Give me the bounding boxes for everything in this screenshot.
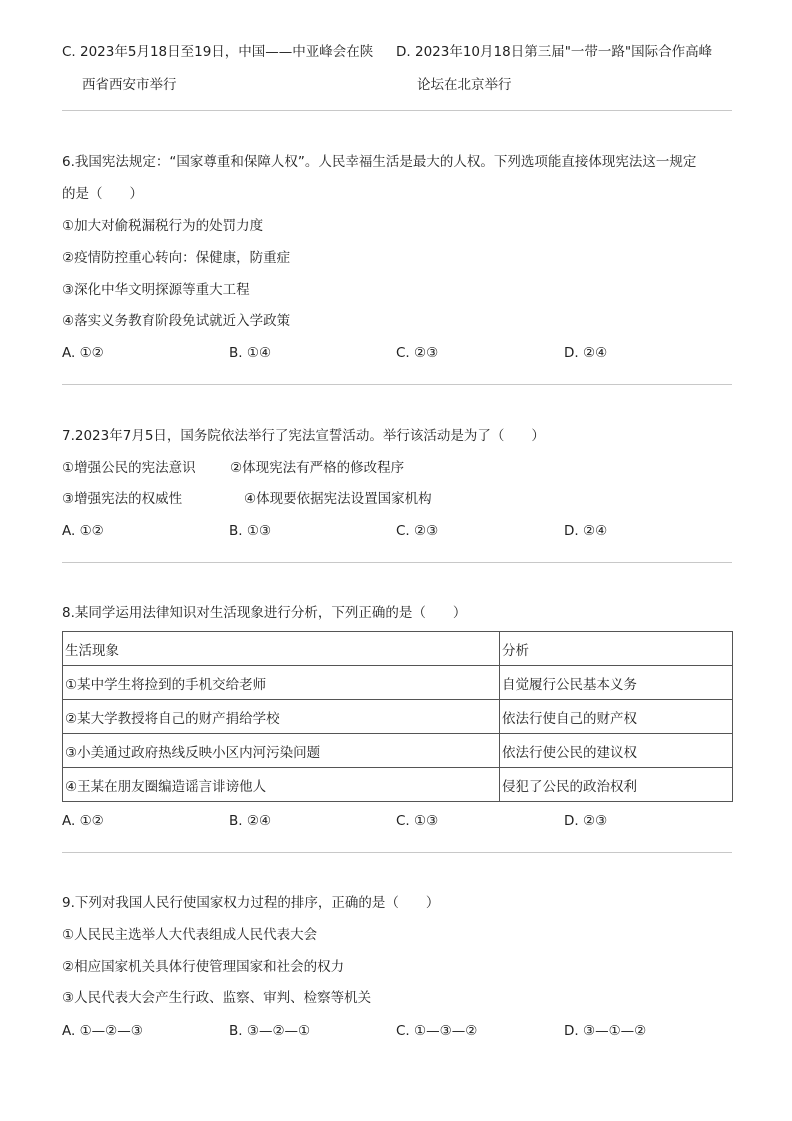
q5-option-d-line1: D. 2023年10月18日第三届"一带一路"国际合作高峰: [396, 44, 713, 60]
table-header-row: [63, 632, 733, 666]
q7-option-b[interactable]: B. ①③: [229, 523, 272, 539]
q5-option-c-line2: 西省西安市举行: [82, 77, 177, 93]
q6-option-b[interactable]: B. ①④: [229, 345, 272, 361]
q9-option-d[interactable]: D. ③—①—②: [564, 1023, 647, 1039]
q8-option-d[interactable]: D. ②③: [564, 813, 608, 829]
q6-stem-line1: 6.我国宪法规定：“国家尊重和保障人权”。人民幸福生活是最大的人权。下列选项能直接体现宪法这一规定: [62, 154, 697, 170]
table-cell: 自觉履行公民基本义务: [500, 666, 733, 700]
table-row: [63, 734, 733, 768]
q9-option-a[interactable]: A. ①—②—③: [62, 1023, 143, 1039]
q7-option-c[interactable]: C. ②③: [396, 523, 439, 539]
table-cell: ④王某在朋友圈编造谣言诽谤他人: [63, 768, 500, 802]
q9-stem: 9.下列对我国人民行使国家权力过程的排序，正确的是（ ）: [62, 895, 440, 911]
table-cell: ②某大学教授将自己的财产捐给学校: [63, 700, 500, 734]
q7-option-a[interactable]: A. ①②: [62, 523, 104, 539]
q6-item: ②疫情防控重心转向：保健康，防重症: [62, 250, 291, 266]
table-cell: 侵犯了公民的政治权利: [500, 768, 733, 802]
q7-item: ③增强宪法的权威性: [62, 491, 183, 507]
table-cell: 依法行使自己的财产权: [500, 700, 733, 734]
q7-stem: 7.2023年7月5日，国务院依法举行了宪法宣誓活动。举行该活动是为了（ ）: [62, 428, 545, 444]
table-cell: ①某中学生将捡到的手机交给老师: [63, 666, 500, 700]
q8-stem: 8.某同学运用法律知识对生活现象进行分析，下列正确的是（ ）: [62, 605, 467, 621]
q6-item: ③深化中华文明探源等重大工程: [62, 282, 250, 298]
q6-option-c[interactable]: C. ②③: [396, 345, 439, 361]
table-header-cell: 生活现象: [63, 632, 500, 666]
q9-option-c[interactable]: C. ①—③—②: [396, 1023, 478, 1039]
q9-item: ①人民民主选举人大代表组成人民代表大会: [62, 927, 318, 943]
q7-item: ②体现宪法有严格的修改程序: [230, 460, 405, 476]
divider: [62, 110, 732, 111]
q9-item: ②相应国家机关具体行使管理国家和社会的权力: [62, 959, 345, 975]
table-row: [63, 666, 733, 700]
table-row: [63, 700, 733, 734]
q6-option-a[interactable]: A. ①②: [62, 345, 104, 361]
q6-item: ①加大对偷税漏税行为的处罚力度: [62, 218, 264, 234]
q9-option-b[interactable]: B. ③—②—①: [229, 1023, 311, 1039]
q7-option-d[interactable]: D. ②④: [564, 523, 608, 539]
q8-option-a[interactable]: A. ①②: [62, 813, 104, 829]
table-header-cell: 分析: [500, 632, 733, 666]
q5-option-d-line2: 论坛在北京举行: [417, 77, 512, 93]
q5-option-c-line1: C. 2023年5月18日至19日，中国——中亚峰会在陕: [62, 44, 374, 60]
table-cell: 依法行使公民的建议权: [500, 734, 733, 768]
q7-item: ①增强公民的宪法意识: [62, 460, 196, 476]
divider: [62, 384, 732, 385]
q6-option-d[interactable]: D. ②④: [564, 345, 608, 361]
q7-item: ④体现要依据宪法设置国家机构: [244, 491, 432, 507]
q6-item: ④落实义务教育阶段免试就近入学政策: [62, 313, 291, 329]
q6-stem-line2: 的是（ ）: [62, 186, 143, 202]
q9-item: ③人民代表大会产生行政、监察、审判、检察等机关: [62, 990, 372, 1006]
table-cell: ③小美通过政府热线反映小区内河污染问题: [63, 734, 500, 768]
q8-table: [62, 631, 733, 802]
table-row: [63, 768, 733, 802]
divider: [62, 852, 732, 853]
divider: [62, 562, 732, 563]
q8-option-b[interactable]: B. ②④: [229, 813, 272, 829]
q8-option-c[interactable]: C. ①③: [396, 813, 439, 829]
